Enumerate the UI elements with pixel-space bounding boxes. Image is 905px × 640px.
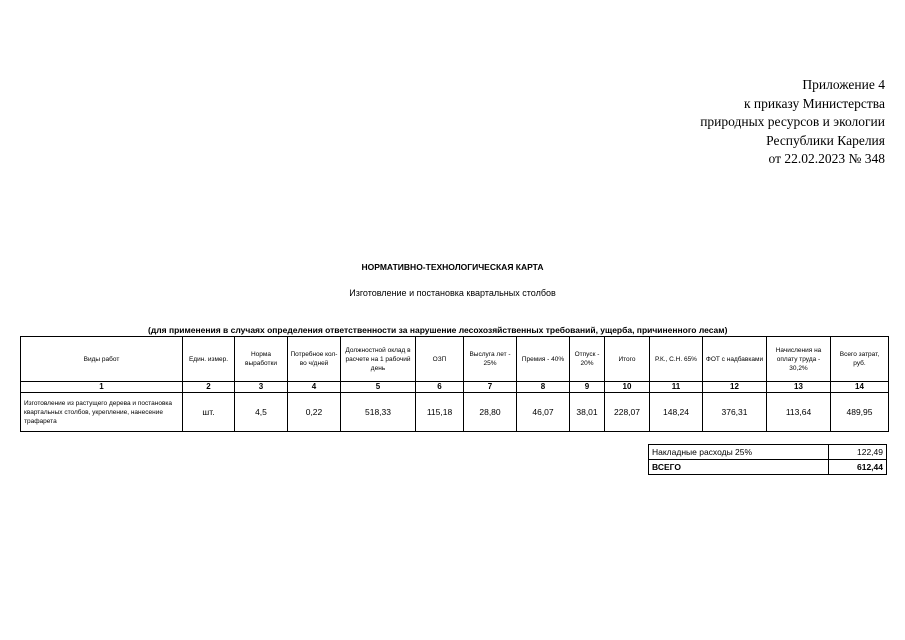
cost-table	[20, 336, 889, 432]
column-number: 6	[416, 382, 464, 393]
header-cell: Всего затрат, руб.	[831, 337, 889, 382]
header-cell: Выслуга лет - 25%	[464, 337, 517, 382]
appendix-line: Республики Карелия	[766, 132, 885, 148]
appendix-line: природных ресурсов и экологии	[700, 114, 885, 129]
table-cell: 46,07	[517, 393, 570, 432]
table-row	[21, 393, 889, 432]
column-number: 14	[831, 382, 889, 393]
header-cell: Должностной оклад в расчете на 1 рабочий день	[341, 337, 416, 382]
header-cell: Норма выработки	[235, 337, 288, 382]
header-cell: Р.К., С.Н. 65%	[650, 337, 703, 382]
column-number: 12	[703, 382, 767, 393]
column-number-row	[21, 382, 889, 393]
total-row	[649, 460, 887, 475]
table-cell: 113,64	[767, 393, 831, 432]
appendix-line: от 22.02.2023 № 348	[768, 151, 885, 166]
table-cell: 148,24	[650, 393, 703, 432]
table-cell: шт.	[183, 393, 235, 432]
appendix-header	[625, 76, 885, 169]
table-cell: 0,22	[288, 393, 341, 432]
column-number: 3	[235, 382, 288, 393]
application-note: (для применения в случаях определения ответственности за нарушение лесохозяйственных требований, ущерба, причиненного лесам)	[148, 325, 728, 335]
document-title: НОРМАТИВНО-ТЕХНОЛОГИЧЕСКАЯ КАРТА	[361, 262, 544, 272]
header-cell: Премия - 40%	[517, 337, 570, 382]
overhead-value: 122,49	[829, 445, 887, 460]
appendix-line: Приложение 4	[802, 77, 885, 92]
table-cell: 518,33	[341, 393, 416, 432]
column-number: 8	[517, 382, 570, 393]
overhead-row	[649, 445, 887, 460]
header-cell: ФОТ с надбавками	[703, 337, 767, 382]
work-type-cell: Изготовление из растущего дерева и постановка квартальных столбов, укрепление, нанесение трафарета	[21, 393, 183, 432]
column-number: 9	[570, 382, 605, 393]
column-number: 10	[605, 382, 650, 393]
column-number: 11	[650, 382, 703, 393]
table-cell: 376,31	[703, 393, 767, 432]
header-cell: Отпуск - 20%	[570, 337, 605, 382]
table-cell: 28,80	[464, 393, 517, 432]
column-number: 1	[21, 382, 183, 393]
column-number: 4	[288, 382, 341, 393]
column-number: 5	[341, 382, 416, 393]
header-cell: Виды работ	[21, 337, 183, 382]
table-cell: 4,5	[235, 393, 288, 432]
totals-table	[648, 444, 887, 475]
column-number: 7	[464, 382, 517, 393]
header-cell: Един. измер.	[183, 337, 235, 382]
table-cell: 228,07	[605, 393, 650, 432]
table-cell: 489,95	[831, 393, 889, 432]
column-number: 13	[767, 382, 831, 393]
total-value: 612,44	[829, 460, 887, 475]
total-label: ВСЕГО	[649, 460, 829, 475]
header-cell: Потребное кол-во ч/дней	[288, 337, 341, 382]
overhead-label: Накладные расходы 25%	[649, 445, 829, 460]
table-header-row	[21, 337, 889, 382]
header-cell: Начисления на оплату труда - 30,2%	[767, 337, 831, 382]
document-subtitle: Изготовление и постановка квартальных столбов	[349, 288, 556, 298]
table-cell: 115,18	[416, 393, 464, 432]
header-cell: Итого	[605, 337, 650, 382]
table-cell: 38,01	[570, 393, 605, 432]
column-number: 2	[183, 382, 235, 393]
header-cell: ОЗП	[416, 337, 464, 382]
appendix-line: к приказу Министерства	[743, 95, 885, 111]
